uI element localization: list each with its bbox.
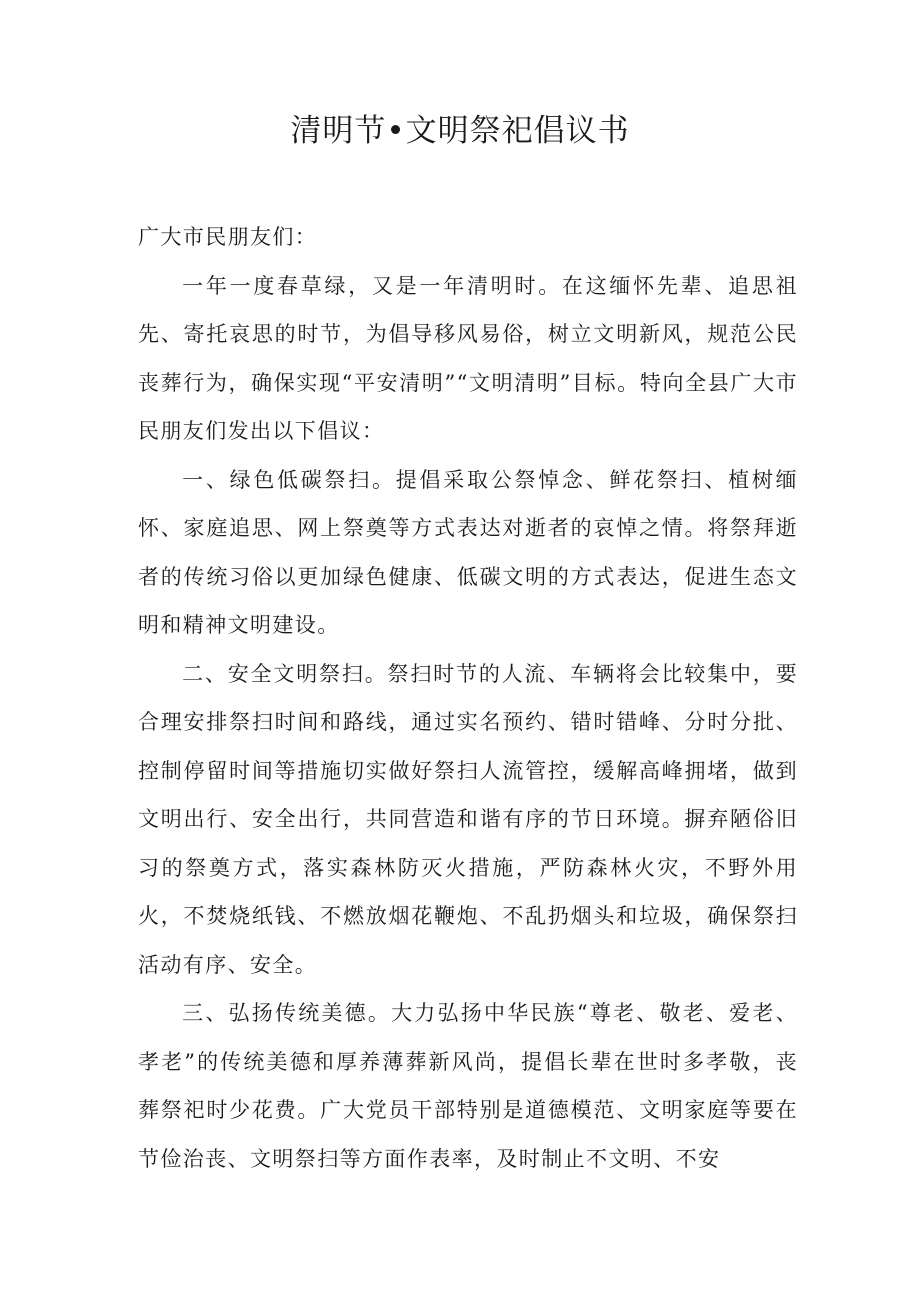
document-title: 清明节•文明祭祀倡议书 (290, 113, 630, 149)
paragraph-safe-civilized: 二、安全文明祭扫。祭扫时节的人流、车辆将会比较集中，要合理安排祭扫时间和路线，通过实名预约、错时错峰、分时分批、控制停留时间等措施切实做好祭扫人流管控，缓解高峰拥堵，做到文明出行、安全出行，共同营造和谐有序的节日环境。摒弃陋俗旧习的祭奠方式，落实森林防灭火措施，严防森林火灾，不野外用火，不焚烧纸钱、不燃放烟花鞭炮、不乱扔烟头和垃圾，确保祭扫活动有序、安全。 (138, 661, 798, 977)
paragraph-intro: 一年一度春草绿，又是一年清明时。在这缅怀先辈、追思祖先、寄托哀思的时节，为倡导移风易俗，树立文明新风，规范公民丧葬行为，确保实现“平安清明”“文明清明”目标。特向全县广大市民朋友们发出以下倡议： (138, 273, 798, 443)
paragraph-green-low-carbon: 一、绿色低碳祭扫。提倡采取公祭悼念、鲜花祭扫、植树缅怀、家庭追思、网上祭奠等方式表达对逝者的哀悼之情。将祭拜逝者的传统习俗以更加绿色健康、低碳文明的方式表达，促进生态文明和精神文明建设。 (138, 467, 798, 637)
paragraph-traditional-virtues: 三、弘扬传统美德。大力弘扬中华民族“尊老、敬老、爱老、孝老”的传统美德和厚养薄葬新风尚，提倡长辈在世时多孝敬，丧葬祭祀时少花费。广大党员干部特别是道德模范、文明家庭等要在节俭治丧、文明祭扫等方面作表率，及时制止不文明、不安 (138, 1001, 798, 1171)
document-body (138, 213, 798, 1183)
salutation: 广大市民朋友们： (138, 225, 318, 249)
